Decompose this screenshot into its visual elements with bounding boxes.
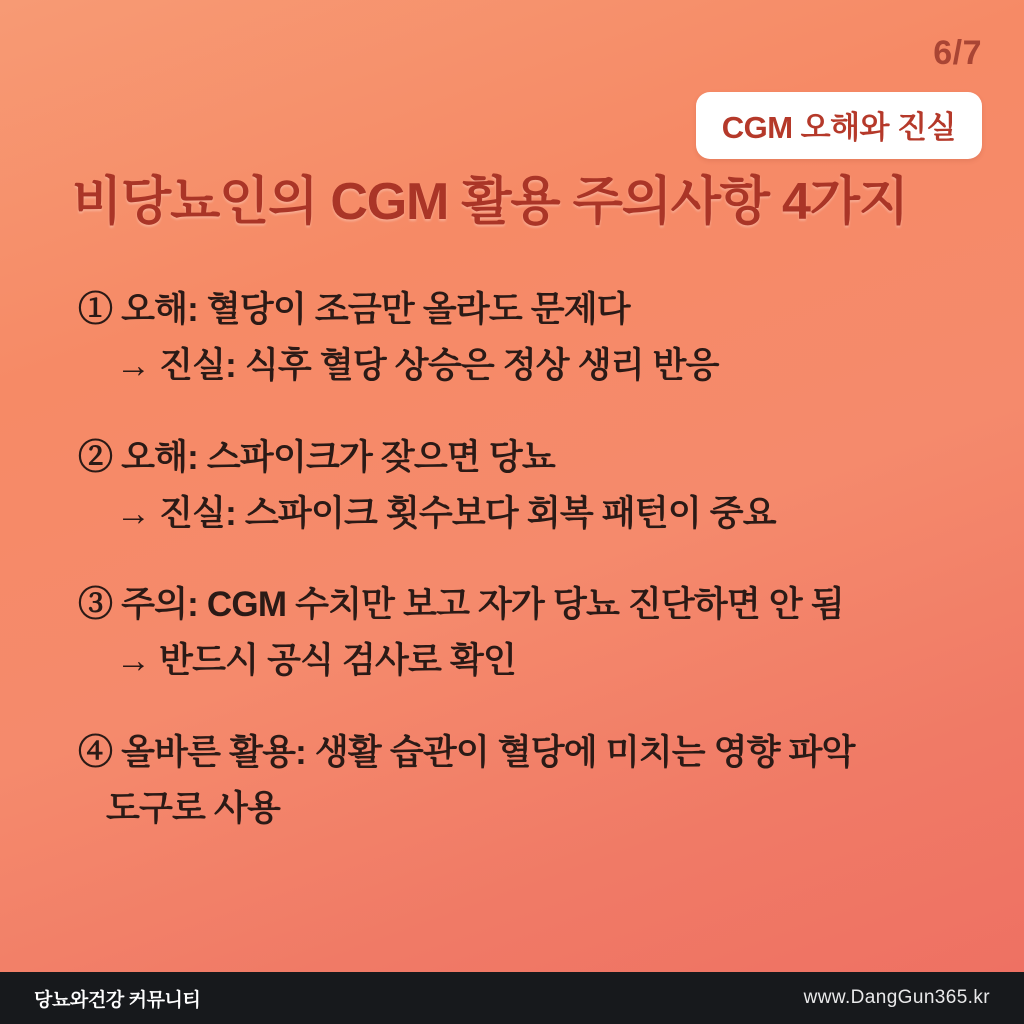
list-item [78,286,970,390]
content-list [78,286,970,832]
list-item [78,729,970,833]
page-title: 비당뇨인의 CGM 활용 주의사항 4가지 [72,173,908,231]
list-item-sub: → 진실: 스파이크 횟수보다 회복 패턴이 중요 [116,493,776,533]
list-item [78,434,970,538]
list-item-sub: → 진실: 식후 혈당 상승은 정상 생리 반응 [116,346,719,386]
list-item [78,581,970,685]
footer-website-url: www.DangGun365.kr [803,987,990,1008]
footer-bar [0,972,1024,1024]
list-item-sub: → 반드시 공식 검사로 확인 [116,641,516,681]
list-item-continuation: 도구로 사용 [106,788,280,828]
page-counter: 6/7 [933,34,982,72]
list-item-main: ① 오해: 혈당이 조금만 올라도 문제다 [78,290,630,329]
footer-community-name: 당뇨와건강 커뮤니티 [34,989,201,1011]
list-item-main: ④ 올바른 활용: 생활 습관이 혈당에 미치는 영향 파악 [78,732,855,772]
list-item-main: ② 오해: 스파이크가 잦으면 당뇨 [78,437,555,477]
list-item-main: ③ 주의: CGM 수치만 보고 자가 당뇨 진단하면 안 됨 [78,585,844,624]
category-badge [696,92,982,159]
category-badge-label: CGM 오해와 진실 [721,110,956,145]
